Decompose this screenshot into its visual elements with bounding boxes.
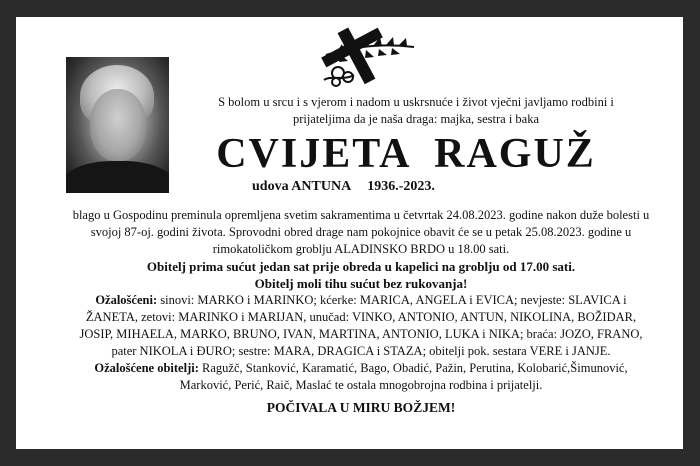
quiet-condolence-text: Obitelj moli tihu sućut bez rukovanja! [254,276,468,291]
intro-line-2: prijateljima da je naša draga: majka, sestra i baka [292,112,540,126]
closing-prayer: POČIVALA U MIRU BOŽJEM! [266,400,456,415]
deceased-subline [252,178,572,196]
life-years: 1936.-2023. [367,179,435,194]
mourners-label: Ožalošćeni: [95,293,158,307]
families-list: Ragužč, Stanković, Karamatić, Bago, Obadić, Pažin, Perutina, Kolobarić,Šimunović, Marković, Perić, Raič, Maslać te ostala mnogobrojna rodbina i prijatelji. [179,361,628,392]
obituary-body [68,207,654,416]
deceased-name: CVIJETA RAGUŽ [216,131,596,177]
portrait-photo [66,57,169,193]
families-label: Ožalošćene obitelji: [94,361,199,375]
widow-of: udova ANTUNA [252,179,352,194]
obituary-card [16,17,683,449]
condolence-time-text: Obitelj prima sućut jedan sat prije obreda u kapelici na groblju od 17.00 sati. [146,259,576,274]
mourners-list: sinovi: MARKO i MARINKO; kćerke: MARICA, ANGELA i EVICA; nevjeste: SLAVICA i ŽANETA, zetovi: MARINKO i MARIJAN, unučad: VINKO, ANTONIO, ANTUN, NIKOLINA, BOŽIDAR, JOSIP, MIHAELA, MARKO, BRUNO, IVAN, MARTINA, ANTONIO, LUKA i NIKA; braća: JOZO, FRANO, pater NIKOLA i ĐURO; sestre: MARA, DRAGICA i STAZA; obitelji pok. sestara VERE i JANJE. [79,293,643,358]
families-paragraph [68,360,654,394]
mourners-paragraph [68,292,654,360]
announcement-text: blago u Gospodinu preminula opremljena svetim sakramentima u četvrtak 24.08.2023. godine nakon duže bolesti u svojoj 87-oj. godini života. Sprovodni obred drage nam pokojnice obavit će se u petak 25.08.2023. godine u rimokatoličkom groblju ALADINSKO BRDO u 18.00 sati. [72,208,650,256]
cross-with-flowers-icon [296,25,416,87]
intro-line-1: S bolom u srcu i s vjerom i nadom u uskrsnuće i život vječni javljamo rodbini i [218,95,614,109]
intro-text [181,94,651,128]
